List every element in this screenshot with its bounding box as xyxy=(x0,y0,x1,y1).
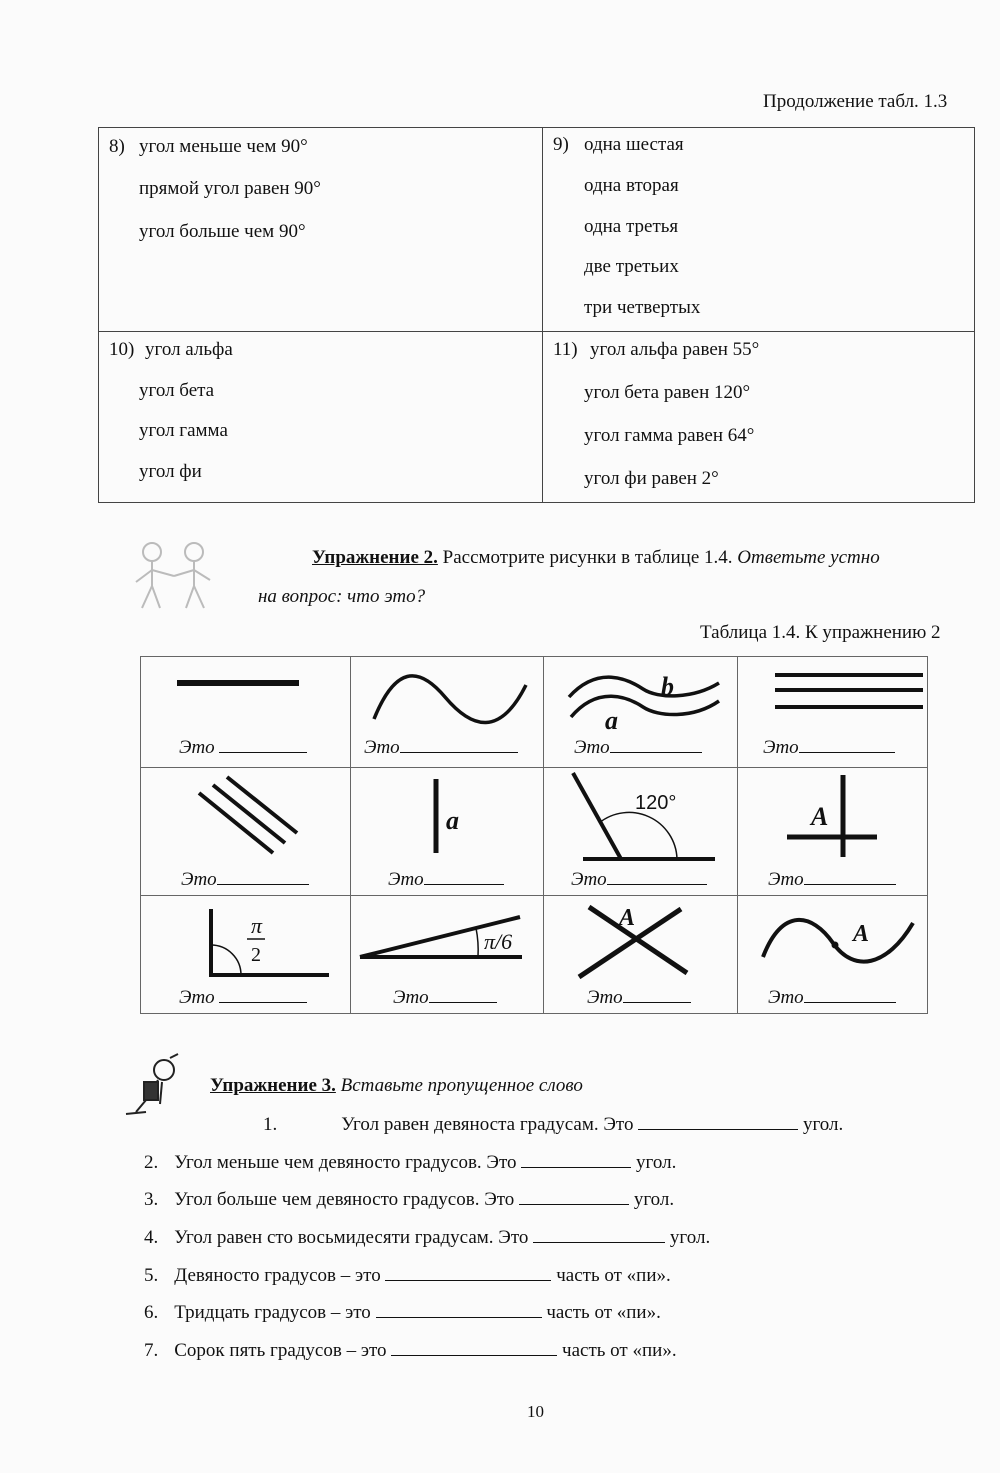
label-b: b xyxy=(661,672,674,701)
exercise-2-text: Рассмотрите рисунки в таблице 1.4. xyxy=(437,547,738,568)
table-divider-horizontal xyxy=(99,331,974,332)
cell-line: одна вторая xyxy=(584,175,679,196)
curve-figure xyxy=(350,657,543,742)
cell-line: угол альфа xyxy=(145,339,233,360)
table-continuation-caption: Продолжение табл. 1.3 xyxy=(763,91,948,112)
eto-label: Это xyxy=(388,869,504,891)
label-A: A xyxy=(853,921,870,947)
children-illustration xyxy=(122,530,222,614)
cell-line: прямой угол равен 90° xyxy=(139,178,321,199)
cell-line: угол альфа равен 55° xyxy=(590,339,760,360)
cell-number: 9) xyxy=(553,134,569,155)
line-a-figure xyxy=(350,767,543,867)
eto-label: Это xyxy=(181,869,309,891)
eto-label: Это xyxy=(574,737,702,759)
writing-child-illustration xyxy=(118,1052,188,1122)
exercise-3-item: 2. Угол меньше чем девяносто градусов. Это угол. xyxy=(144,1152,677,1173)
exercise-3-item: 5. Девяносто градусов – это часть от «пи». xyxy=(144,1265,671,1286)
cell-number: 11) xyxy=(553,339,578,360)
eto-label: Это xyxy=(179,987,307,1009)
exercise-2-heading: Упражнение 2. xyxy=(312,547,438,568)
cell-line: две третьих xyxy=(584,256,679,277)
cell-line: три четвертых xyxy=(584,297,701,318)
exercise-3-item: 1. Угол равен девяноста градусам. Это угол. xyxy=(263,1114,844,1135)
intersecting-lines-figure xyxy=(543,895,737,985)
label-A: A xyxy=(619,905,636,931)
label-A: A xyxy=(811,802,829,831)
two-curves-figure xyxy=(543,657,737,742)
eto-label: Это xyxy=(364,737,518,759)
cell-line: угол фи равен 2° xyxy=(584,468,719,489)
cell-line: угол меньше чем 90° xyxy=(139,136,308,157)
segment-figure xyxy=(141,657,350,742)
label-a: a xyxy=(446,806,459,835)
cell-line: угол бета xyxy=(139,380,215,401)
cell-line: одна шестая xyxy=(584,134,684,155)
label-a: a xyxy=(605,706,618,735)
cell-line: угол гамма xyxy=(139,420,228,441)
cell-number: 10) xyxy=(109,339,135,360)
label-pi-6: π/6 xyxy=(484,929,513,954)
right-angle-figure xyxy=(141,895,350,985)
angle-label: 120° xyxy=(635,792,677,814)
eto-label: Это xyxy=(587,987,691,1009)
exercise-3-item: 7. Сорок пять градусов – это часть от «пи». xyxy=(144,1340,677,1361)
cell-line: угол гамма равен 64° xyxy=(584,425,755,446)
table-divider-vertical xyxy=(542,128,543,502)
cell-line: угол фи xyxy=(139,461,202,482)
table-1-3 xyxy=(98,127,975,503)
curve-with-point-figure xyxy=(737,895,929,985)
eto-label: Это xyxy=(571,869,707,891)
exercise-3-instruction: Вставьте пропущенное слово xyxy=(335,1075,583,1096)
exercise-3-item: 6. Тридцать градусов – это часть от «пи». xyxy=(144,1302,661,1323)
label-two: 2 xyxy=(251,944,261,966)
cell-line: угол больше чем 90° xyxy=(139,221,306,242)
exercise-3-heading-line xyxy=(210,1076,583,1095)
exercise-2-question: на вопрос: что это? xyxy=(258,586,426,607)
perpendicular-lines-figure xyxy=(737,767,929,867)
exercise-2-italic: Ответьте устно xyxy=(737,547,880,568)
exercise-3-heading: Упражнение 3. xyxy=(210,1075,336,1096)
exercise-3-item: 3. Угол больше чем девяносто градусов. Это угол. xyxy=(144,1189,675,1210)
page-number: 10 xyxy=(527,1402,544,1421)
eto-label: Это xyxy=(768,869,896,891)
cell-line: угол бета равен 120° xyxy=(584,382,751,403)
eto-label: Это xyxy=(179,737,307,759)
label-pi: π xyxy=(251,913,263,938)
eto-label: Это xyxy=(763,737,895,759)
obtuse-angle-figure xyxy=(543,767,737,867)
table-1-4-caption: Таблица 1.4. К упражнению 2 xyxy=(700,622,941,643)
eto-label: Это xyxy=(393,987,497,1009)
cell-number: 8) xyxy=(109,136,125,157)
exercise-3-item: 4. Угол равен сто восьмидесяти градусам. Это угол. xyxy=(144,1227,711,1248)
table-1-4 xyxy=(140,656,928,1014)
cell-line: одна третья xyxy=(584,216,679,237)
diagonal-parallel-lines-figure xyxy=(141,767,350,867)
eto-label: Это xyxy=(768,987,896,1009)
acute-angle-figure xyxy=(350,895,543,985)
exercise-2-paragraph xyxy=(312,548,880,567)
three-parallel-lines-figure xyxy=(737,657,929,742)
